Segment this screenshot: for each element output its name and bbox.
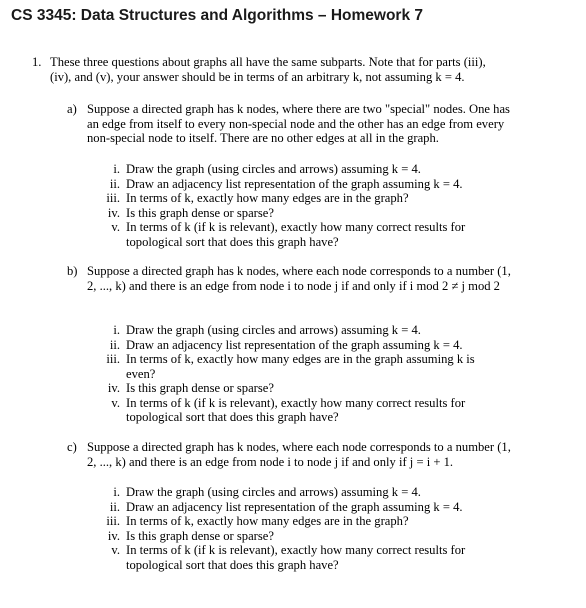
subquestion <box>86 162 486 177</box>
part-a-subquestions <box>86 162 486 249</box>
subquestion-number: iii. <box>106 352 120 366</box>
subquestion-text: Is this graph dense or sparse? <box>126 381 274 395</box>
subquestion-text: Draw the graph (using circles and arrows) assuming k = 4. <box>126 323 421 337</box>
subquestion-number: ii. <box>109 499 120 514</box>
subquestion <box>86 529 486 544</box>
subquestion-text: In terms of k (if k is relevant), exactly how many correct results for topological sort that does this graph have? <box>126 543 466 572</box>
question-intro-text: These three questions about graphs all have the same subparts. Note that for parts (iii), (iv), and (v), your answer should be in terms of an arbitrary k, not assuming k = 4. <box>50 55 486 84</box>
subquestion-text: In terms of k (if k is relevant), exactly how many correct results for topological sort that does this graph have? <box>126 395 466 424</box>
subquestion-text: Draw an adjacency list representation of the graph assuming k = 4. <box>126 499 463 514</box>
subquestion <box>86 177 486 192</box>
subquestion-number: i. <box>113 162 120 176</box>
subquestion-number: iii. <box>106 514 120 528</box>
subquestion-number: v. <box>111 543 120 557</box>
subquestion-number: iv. <box>107 381 120 395</box>
part-label: b) <box>67 264 78 278</box>
page-title: CS 3345: Data Structures and Algorithms – Homework 7 <box>11 7 424 24</box>
subquestion-text: In terms of k, exactly how many edges are in the graph? <box>126 514 409 528</box>
question-number: 1. <box>32 55 42 69</box>
subquestion-number: v. <box>111 220 120 234</box>
subquestion-number: iv. <box>107 205 120 220</box>
part-label: a) <box>67 102 77 116</box>
subquestion-text: Draw an adjacency list representation of the graph assuming k = 4. <box>126 176 463 191</box>
part-text: Suppose a directed graph has k nodes, where each node corresponds to a number (1, 2, ..., k) and there is an edge from node i to node j if and only if i mod 2 ≠ j mod 2 <box>87 264 511 293</box>
subquestion-number: i. <box>113 485 120 499</box>
subquestion-text: Is this graph dense or sparse? <box>126 205 274 220</box>
subquestion-number: iv. <box>107 528 120 543</box>
subquestion <box>86 381 486 396</box>
part-b-subquestions <box>86 323 486 425</box>
subquestion <box>86 352 486 381</box>
subquestion-number: ii. <box>109 176 120 191</box>
subquestion-number: v. <box>111 395 120 410</box>
subquestion <box>86 500 486 515</box>
subquestion <box>86 191 486 206</box>
subquestion-number: i. <box>113 323 120 337</box>
part-text: Suppose a directed graph has k nodes, where each node corresponds to a number (1, 2, ..., k) and there is an edge from node i to node j if and only if j = i + 1. <box>87 440 511 469</box>
subquestion-text: In terms of k, exactly how many edges are in the graph? <box>126 191 409 205</box>
subquestion-text: Draw the graph (using circles and arrows) assuming k = 4. <box>126 485 421 499</box>
subquestion-text: Is this graph dense or sparse? <box>126 528 274 543</box>
subquestion <box>86 206 486 221</box>
subquestion <box>86 396 486 425</box>
subquestion-number: ii. <box>109 337 120 352</box>
subquestion-number: iii. <box>106 191 120 205</box>
subquestion <box>86 514 486 529</box>
subquestion <box>86 485 486 500</box>
subquestion-text: Draw an adjacency list representation of the graph assuming k = 4. <box>126 337 463 352</box>
subquestion-text: In terms of k (if k is relevant), exactly how many correct results for topological sort that does this graph have? <box>126 220 466 249</box>
part-text: Suppose a directed graph has k nodes, where there are two "special" nodes. One has an edge from itself to every non-special node and the other has an edge from every non-special node to itself. There are no other edges at all in the graph. <box>87 102 510 145</box>
subquestion <box>86 338 486 353</box>
part-label: c) <box>67 440 77 454</box>
subquestion-text: Draw the graph (using circles and arrows) assuming k = 4. <box>126 162 421 176</box>
subquestion <box>86 543 486 572</box>
subquestion-text: In terms of k, exactly how many edges are in the graph assuming k is even? <box>126 352 475 381</box>
part-c-subquestions <box>86 485 486 572</box>
subquestion <box>86 323 486 338</box>
subquestion <box>86 220 486 249</box>
